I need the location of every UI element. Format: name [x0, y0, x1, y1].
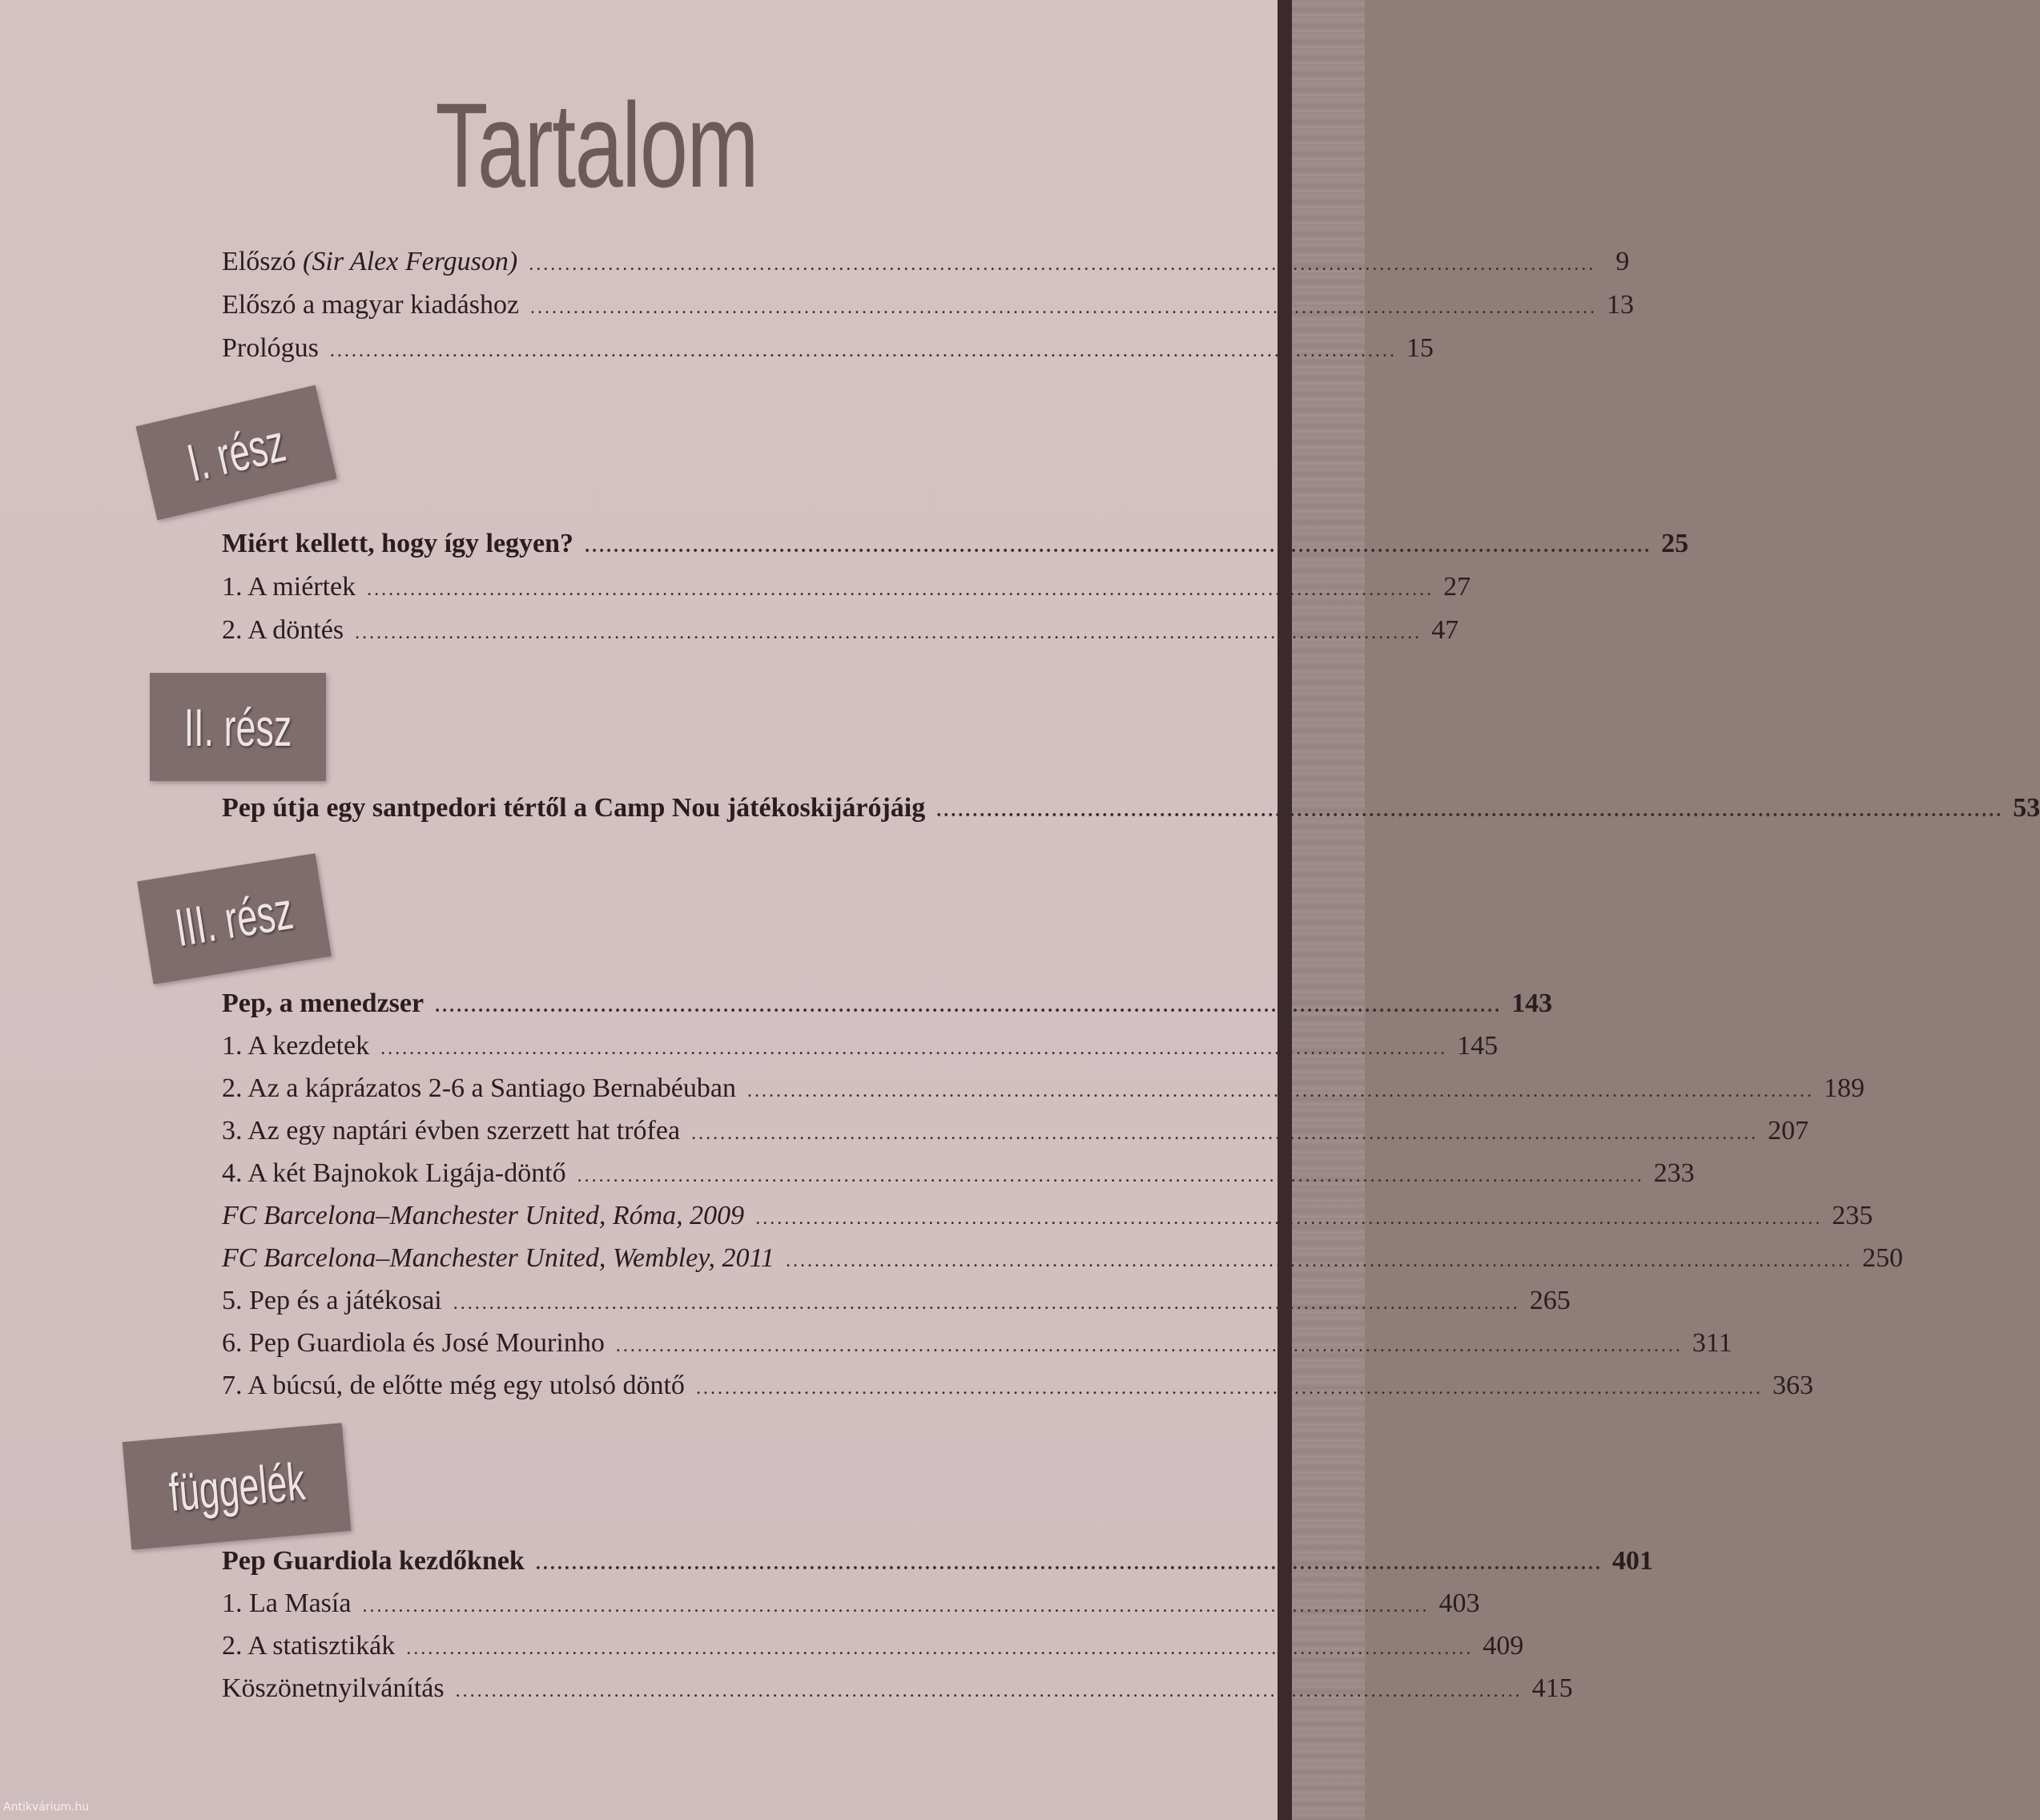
- toc-entry: [222, 1158, 1695, 1202]
- page-title: Tartalom: [435, 78, 758, 212]
- toc-entry-text: Miért kellett, hogy így legyen?: [222, 529, 574, 558]
- toc-entry-text: 2. A statisztikák: [222, 1631, 396, 1661]
- dot-leader: ....................................................................................................................................................: [435, 996, 1503, 1017]
- toc-entry-text: Pep Guardiola kezdőknek: [222, 1546, 525, 1576]
- toc-page-number: 207: [1768, 1116, 1809, 1146]
- toc-entry: [222, 1073, 1865, 1117]
- toc-page-number: 235: [1832, 1201, 1873, 1230]
- dot-leader: ....................................................................................................................................................: [380, 1038, 1448, 1059]
- part-badge-appendix: [123, 1423, 352, 1549]
- toc-entry: [222, 1371, 1813, 1414]
- toc-entry: [222, 1286, 1571, 1329]
- toc-entry: [222, 1546, 1653, 1589]
- toc-entry: [222, 1031, 1499, 1074]
- toc-page-number: 403: [1438, 1588, 1480, 1618]
- toc-entry: [222, 572, 1471, 615]
- toc-entry-text: 2. A döntés: [222, 615, 344, 645]
- toc-page-number: 415: [1531, 1673, 1573, 1703]
- toc-page-number: 143: [1511, 989, 1553, 1018]
- dot-leader: ....................................................................................................................................................: [362, 1596, 1430, 1617]
- dot-leader: ....................................................................................................................................................: [785, 1250, 1853, 1271]
- toc-entry-text: 4. A két Bajnokok Ligája-döntő: [222, 1158, 566, 1188]
- part-badge-2: [150, 673, 326, 781]
- dot-leader: ....................................................................................................................................................: [529, 254, 1596, 275]
- dot-leader: ....................................................................................................................................................: [755, 1208, 1823, 1229]
- toc-entry: [222, 333, 1434, 376]
- toc-page-number: 409: [1483, 1631, 1524, 1661]
- dot-leader: ....................................................................................................................................................: [406, 1638, 1474, 1659]
- dot-leader: ....................................................................................................................................................: [936, 800, 2004, 821]
- dot-leader: ....................................................................................................................................................: [453, 1293, 1520, 1314]
- part-label: I. rész: [182, 413, 291, 493]
- toc-entry-text: 7. A búcsú, de előtte még egy utolsó döntő: [222, 1371, 685, 1400]
- toc-entry: [222, 1588, 1480, 1632]
- toc-entry-text: 1. A miértek: [222, 572, 356, 602]
- toc-page-number: 15: [1406, 333, 1434, 363]
- toc-page-number: 47: [1431, 615, 1459, 645]
- toc-entry-text: 6. Pep Guardiola és José Mourinho: [222, 1328, 605, 1358]
- toc-entry-foreword: [222, 247, 1630, 290]
- toc-entry: [222, 529, 1689, 572]
- dot-leader: ....................................................................................................................................................: [367, 579, 1434, 600]
- toc-page-number: 250: [1861, 1243, 1903, 1273]
- toc-entry: [222, 989, 1553, 1032]
- dot-leader: ....................................................................................................................................................: [691, 1123, 1759, 1144]
- toc-entry-text: Előszó: [222, 247, 304, 276]
- toc-entry: [222, 1631, 1524, 1674]
- toc-entry-text: 1. A kezdetek: [222, 1031, 370, 1061]
- dot-leader: ....................................................................................................................................................: [746, 1081, 1814, 1101]
- toc-page-number: 189: [1823, 1073, 1865, 1103]
- toc-page-number: 9: [1616, 247, 1630, 276]
- toc-entry-text: 1. La Masía: [222, 1588, 352, 1618]
- toc-entry-text: Előszó a magyar kiadáshoz: [222, 290, 520, 320]
- toc-entry: [222, 615, 1459, 658]
- watermark: Antikvárium.hu: [3, 1801, 90, 1814]
- toc-page-number: 265: [1529, 1286, 1571, 1315]
- toc-page-number: 311: [1692, 1328, 1732, 1358]
- toc-page-number: 53: [2013, 793, 2040, 823]
- toc-page-number: 401: [1611, 1546, 1653, 1576]
- toc-entry: [222, 793, 2040, 836]
- toc-entry: [222, 1673, 1573, 1717]
- dot-leader: ....................................................................................................................................................: [577, 1166, 1644, 1186]
- toc-entry: [222, 1116, 1809, 1159]
- part-label: III. rész: [171, 880, 297, 958]
- toc-page-number: 233: [1653, 1158, 1695, 1188]
- dot-leader: ....................................................................................................................................................: [355, 622, 1422, 643]
- toc-page-number: 145: [1457, 1031, 1499, 1061]
- toc-entry-text: Pep, a menedzser: [222, 989, 424, 1018]
- dot-leader: ....................................................................................................................................................: [615, 1335, 1683, 1356]
- dot-leader: ....................................................................................................................................................: [695, 1378, 1763, 1399]
- toc-entry: [222, 1328, 1732, 1371]
- toc-entry-text: 5. Pep és a játékosai: [222, 1286, 442, 1315]
- toc-entry-author: (Sir Alex Ferguson): [303, 247, 518, 276]
- toc-entry-text: Pep útja egy santpedori tértől a Camp Nou játékoskijárójáig: [222, 793, 926, 823]
- dot-leader: ....................................................................................................................................................: [455, 1681, 1523, 1701]
- dot-leader: ....................................................................................................................................................: [535, 1553, 1603, 1574]
- toc-page-number: 27: [1443, 572, 1471, 602]
- toc-entry-text: Prológus: [222, 333, 319, 363]
- part-label: függelék: [166, 1451, 308, 1522]
- toc-entry-text: 3. Az egy naptári évben szerzett hat trófea: [222, 1116, 681, 1146]
- toc-page-number: 13: [1607, 290, 1635, 320]
- dot-leader: ....................................................................................................................................................: [530, 297, 1598, 318]
- part-label: II. rész: [183, 697, 292, 757]
- toc-page-number: 363: [1772, 1371, 1813, 1400]
- toc-page-number: 25: [1661, 529, 1689, 558]
- dot-leader: ....................................................................................................................................................: [585, 536, 1652, 557]
- dot-leader: ....................................................................................................................................................: [329, 340, 1397, 361]
- toc-entry-text: FC Barcelona–Manchester United, Wembley, 2011: [222, 1243, 775, 1273]
- toc-entry-text: 2. Az a káprázatos 2-6 a Santiago Bernabéuban: [222, 1073, 736, 1103]
- toc-entry: [222, 290, 1635, 333]
- toc-entry: [222, 1201, 1873, 1244]
- toc-entry-text: Köszönetnyilvánítás: [222, 1673, 445, 1703]
- toc-entry-text: FC Barcelona–Manchester United, Róma, 2009: [222, 1201, 745, 1230]
- toc-entry: [222, 1243, 1903, 1286]
